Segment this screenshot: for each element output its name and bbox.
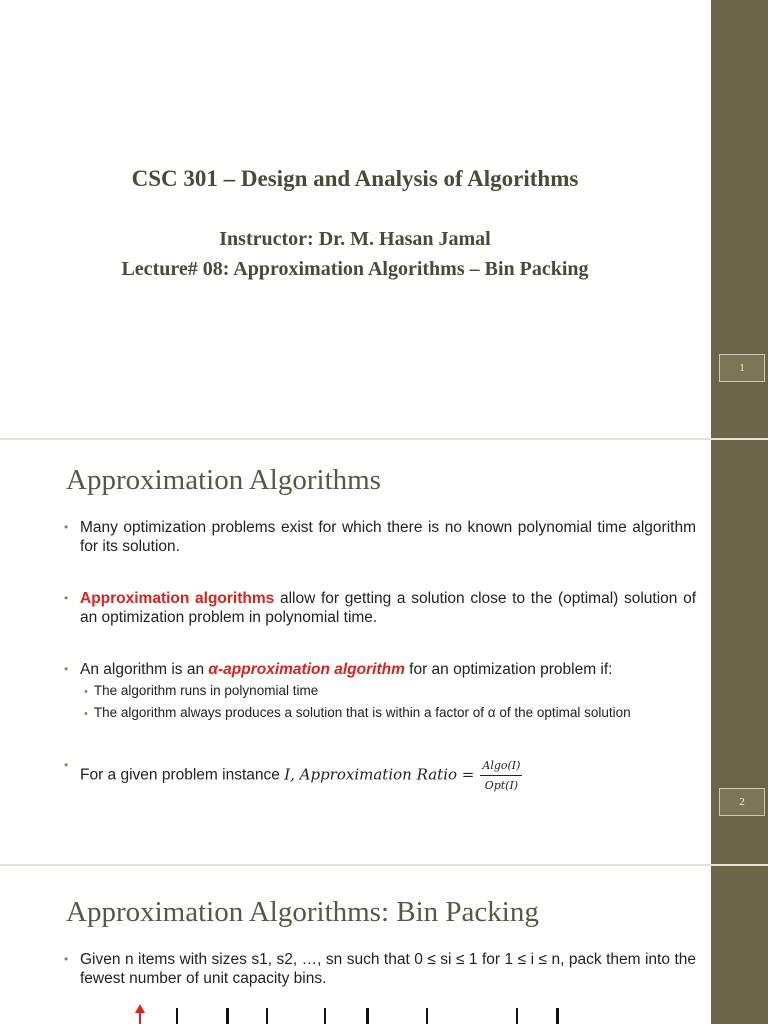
fraction-denominator: Opt(I) <box>484 779 519 792</box>
bullet-icon: • <box>64 662 69 676</box>
bullet-text: Given n items with sizes s1, s2, …, sn such that 0 ≤ si ≤ 1 for 1 ≤ i ≤ n, pack them into the fewest number of unit capacity bins. <box>80 951 696 987</box>
instructor-line: Instructor: Dr. M. Hasan Jamal <box>219 228 491 250</box>
sub-bullet-icon: • <box>84 686 88 698</box>
bullet-item <box>64 589 696 627</box>
slide-3 <box>0 866 768 1024</box>
slide-1 <box>0 0 768 438</box>
page-number: 1 <box>719 354 765 382</box>
page-number: 2 <box>719 788 765 816</box>
highlight-term: Approximation algorithms <box>80 590 275 607</box>
bullet-item <box>64 950 696 988</box>
slide-heading: Approximation Algorithms: Bin Packing <box>66 896 539 928</box>
bin-wall <box>556 1008 559 1024</box>
bullet-text: Many optimization problems exist for which there is no known polynomial time algorithm for its solution. <box>80 519 696 555</box>
bullet-icon: • <box>64 591 69 605</box>
bullet-item <box>64 756 696 795</box>
fraction-numerator: Algo(I) <box>480 756 522 776</box>
bullet-text-pre: An algorithm is an <box>80 661 209 678</box>
slide-sidebar <box>711 866 768 1024</box>
sub-bullet-icon: • <box>84 708 88 720</box>
bin-diagram <box>0 1004 700 1024</box>
sub-bullet-text: The algorithm always produces a solution that is within a factor of α of the optimal solution <box>93 705 631 720</box>
lecture-line: Lecture# 08: Approximation Algorithms – Bin Packing <box>121 258 589 280</box>
highlight-term: α-approximation algorithm <box>208 661 405 678</box>
bullet-item <box>64 660 696 679</box>
bullet-text <box>80 660 696 679</box>
math-fraction <box>480 756 522 795</box>
red-arrow-icon <box>135 1004 145 1024</box>
bullet-icon: • <box>64 952 69 966</box>
sub-bullet-item <box>84 705 631 720</box>
sub-bullet-item <box>84 683 318 698</box>
bullet-icon: • <box>64 758 69 772</box>
bin-wall <box>366 1008 369 1024</box>
bullet-text-post: for an optimization problem if: <box>404 661 613 678</box>
bin-wall <box>516 1008 518 1024</box>
bin-wall <box>426 1008 428 1024</box>
bullet-text <box>80 589 696 627</box>
slide-2 <box>0 440 768 864</box>
bin-wall <box>266 1008 268 1024</box>
bin-wall <box>226 1008 229 1024</box>
bullet-text <box>80 756 696 795</box>
bullet-icon: • <box>64 520 69 534</box>
bullet-item <box>64 518 696 556</box>
bin-wall <box>176 1008 178 1024</box>
sub-bullet-text: The algorithm runs in polynomial time <box>93 683 319 698</box>
slide-heading: Approximation Algorithms <box>66 464 381 496</box>
bin-wall <box>324 1008 326 1024</box>
bullet-text-pre: For a given problem instance <box>80 766 285 784</box>
math-expression: I, Approximation Ratio = <box>284 765 475 784</box>
bullet-text-rest: allow for getting a solution close to the (optimal) solution of an optimization problem in polynomial time. <box>80 590 696 626</box>
course-title: CSC 301 – Design and Analysis of Algorithms <box>131 166 579 191</box>
